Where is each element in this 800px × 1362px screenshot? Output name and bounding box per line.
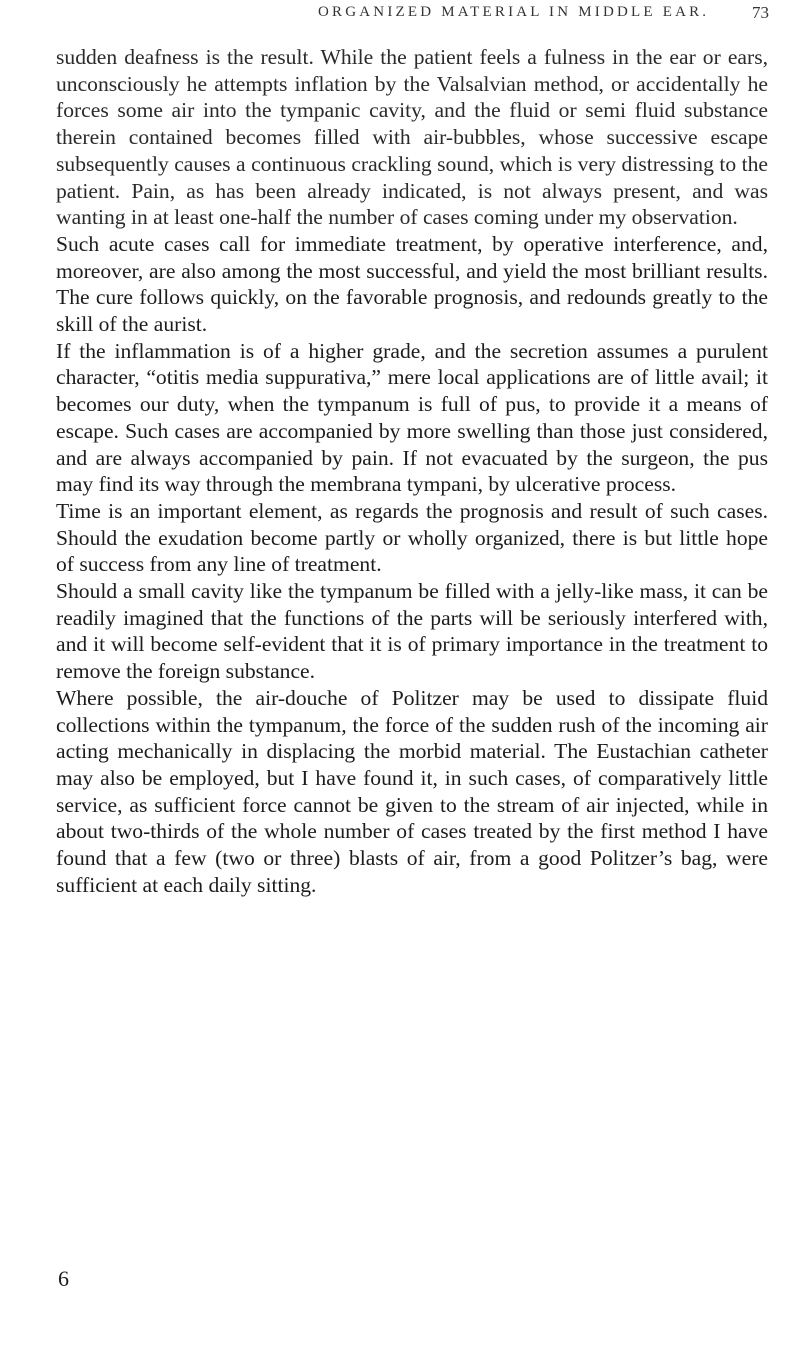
paragraph-time: Time is an important element, as regards the prognosis and result of such cases. Should the exudation become partly or wholly organized, there is but little hope of success from any line of treatment. xyxy=(56,498,768,577)
paragraph-acute-cases: Such acute cases call for immediate treatment, by operative interference, and, moreover, are also among the most successful, and yield the most brilliant results. The cure follows quickly, on the favorable prognosis, and redounds greatly to the skill of the aurist. xyxy=(56,231,768,337)
paragraph-small-cavity: Should a small cavity like the tympanum be filled with a jelly-like mass, it can be readily imagined that the functions of the parts will be seriously interfered with, and it will become self-evident that it is of primary importance in the treatment to remove the foreign substance. xyxy=(56,579,768,684)
running-head xyxy=(0,0,800,40)
body-text xyxy=(56,44,768,899)
paragraph-continued: sudden deafness is the result. While the patient feels a fulness in the ear or ears, unconsciously he attempts inflation by the Valsalvian method, or accidentally he forces some air into the tympanic cavity, and the fluid or semi fluid substance therein contained becomes filled with air-bubbles, whose successive escape subsequently causes a continuous crackling sound, which is very distressing to the patient. Pain, as has been already indicated, is not always present, and was wanting in at least one-half the number of cases coming under my observation. xyxy=(56,45,768,230)
paragraph-air-douche: Where possible, the air-douche of Politzer may be used to dissipate fluid collections within the tympanum, the force of the sudden rush of the incoming air acting mechanically in displacing the morbid material. The Eustachian catheter may also be employed, but I have found it, in such cases, of comparatively little service, as sufficient force cannot be given to the stream of air injected, while in about two-thirds of the whole number of cases treated by the first method I have found that a few (two or three) blasts of air, from a good Politzer’s bag, were sufficient at each daily sitting. xyxy=(56,685,768,897)
paragraph-inflammation: If the inflammation is of a higher grade, and the secretion assumes a purulent character, “otitis media suppurativa,” mere local applications are of little avail; it becomes our duty, when the tympanum is full of pus, to provide it a means of escape. Such cases are accompanied by more swelling than those just considered, and are always accompanied by pain. If not evacuated by the surgeon, the pus may find its way through the membrana tympani, by ulcerative process. xyxy=(56,338,768,497)
page-number: 73 xyxy=(752,3,769,22)
signature-mark: 6 xyxy=(58,1266,69,1291)
running-title: ORGANIZED MATERIAL IN MIDDLE EAR. xyxy=(318,4,710,20)
